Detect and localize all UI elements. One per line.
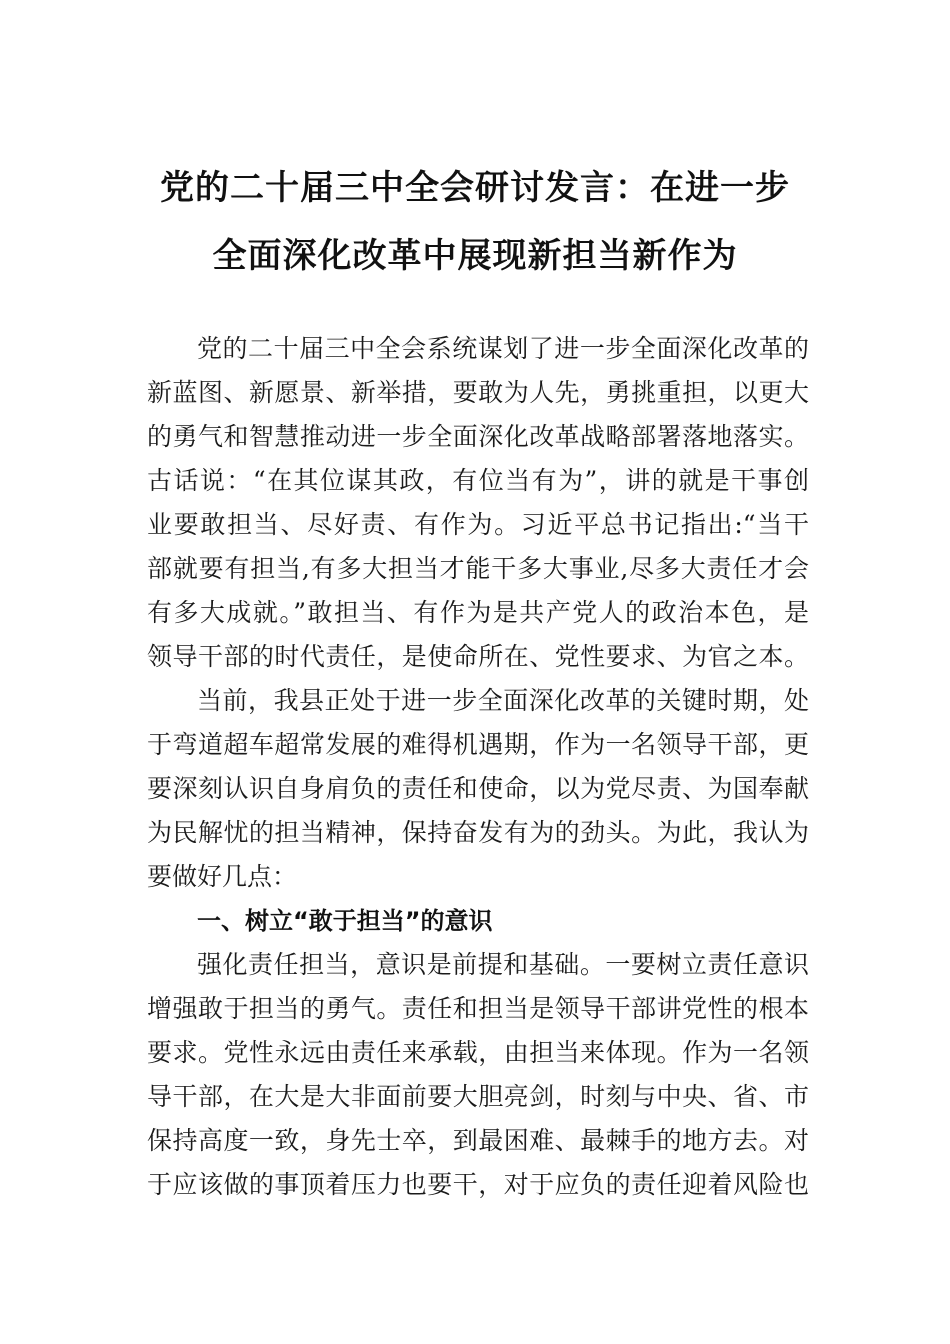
paragraph-1-line: 的勇气和智慧推动进一步全面深化改革战略部署落地落实。 (147, 422, 809, 451)
paragraph-3-line: 要求。党性永远由责任来承载，由担当来体现。作为一名领 (147, 1038, 809, 1067)
paragraph-1-line: 新蓝图、新愿景、新举措，要敢为人先，勇挑重担，以更大 (147, 378, 809, 407)
paragraph-2-line: 要深刻认识自身肩负的责任和使命，以为党尽责、为国奉献 (147, 774, 809, 803)
paragraph-3-line: 保持高度一致，身先士卒，到最困难、最棘手的地方去。对 (147, 1126, 809, 1155)
section-1-heading: 一、树立“敢于担当”的意识 (197, 907, 493, 935)
paragraph-3-line: 于应该做的事顶着压力也要干，对于应负的责任迎着风险也 (147, 1170, 809, 1199)
paragraph-1-line: 业要敢担当、尽好责、有作为。习近平总书记指出:“当干 (147, 510, 809, 539)
paragraph-3-line: 导干部，在大是大非面前要大胆亮剑，时刻与中央、省、市 (147, 1082, 809, 1111)
paragraph-2-line: 为民解忧的担当精神，保持奋发有为的劲头。为此，我认为 (147, 818, 809, 847)
paragraph-2-line: 于弯道超车超常发展的难得机遇期，作为一名领导干部，更 (147, 730, 809, 759)
paragraph-2-line: 当前，我县正处于进一步全面深化改革的关键时期，处 (197, 686, 809, 715)
paragraph-3-line: 增强敢于担当的勇气。责任和担当是领导干部讲党性的根本 (147, 994, 809, 1023)
paragraph-1-line: 部就要有担当,有多大担当才能干多大事业,尽多大责任才会 (147, 554, 809, 583)
paragraph-1-line: 领导干部的时代责任，是使命所在、党性要求、为官之本。 (147, 642, 809, 671)
paragraph-3-line: 强化责任担当，意识是前提和基础。一要树立责任意识 (197, 950, 809, 979)
document-title-line-1: 党的二十届三中全会研讨发言：在进一步 (160, 168, 790, 208)
document-title-line-2: 全面深化改革中展现新担当新作为 (212, 236, 738, 276)
paragraph-1-line: 党的二十届三中全会系统谋划了进一步全面深化改革的 (197, 334, 809, 363)
paragraph-1-line: 古话说：“在其位谋其政，有位当有为”，讲的就是干事创 (147, 466, 809, 495)
paragraph-2-line: 要做好几点： (147, 862, 298, 891)
paragraph-1-line: 有多大成就。”敢担当、有作为是共产党人的政治本色，是 (147, 598, 809, 627)
